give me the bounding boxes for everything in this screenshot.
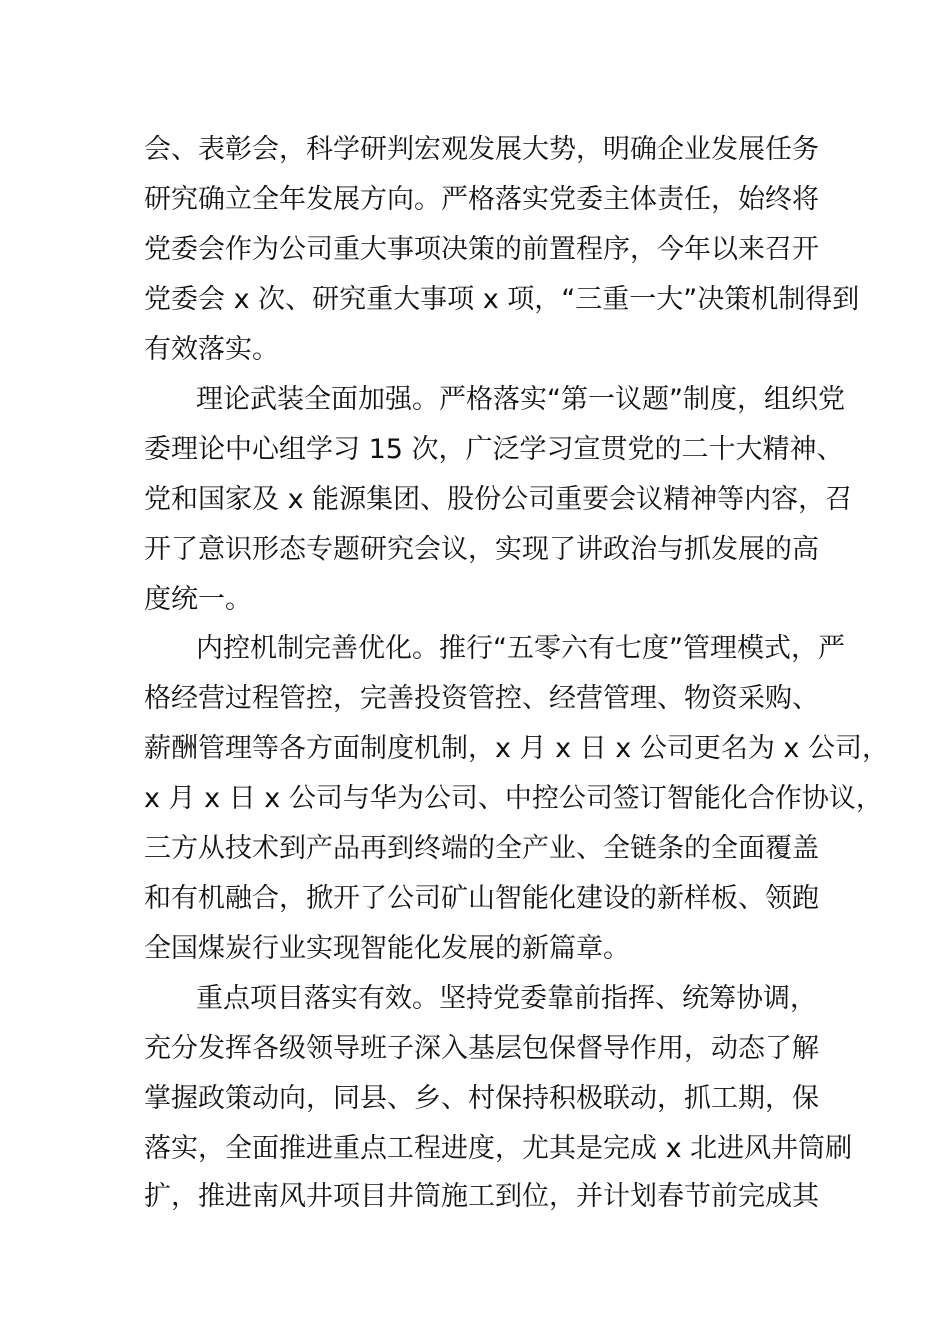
text-line: 党委会 x 次、研究重大事项 x 项，“三重一大”决策机制得到 — [144, 284, 860, 315]
text-line: 党和国家及 x 能源集团、股份公司重要会议精神等内容，召 — [144, 484, 853, 515]
text-line: 开了意识形态专题研究会议，实现了讲政治与抓发展的高 — [144, 534, 819, 565]
text-line: 落实，全面推进重点工程进度，尤其是完成 x 北进风井筒刷 — [144, 1133, 853, 1164]
paragraph-heading: 理论武装全面加强。严格落实“第一议题”制度，组织党 — [196, 384, 845, 415]
text-line: 度统一。 — [144, 584, 252, 615]
text-line: 和有机融合，掀开了公司矿山智能化建设的新样板、领跑 — [144, 883, 819, 914]
text-line: 委理论中心组学习 15 次，广泛学习宣贯党的二十大精神、 — [144, 434, 844, 465]
text-line: 充分发挥各级领导班子深入基层包保督导作用，动态了解 — [144, 1033, 819, 1064]
text-line: 扩，推进南风井项目井筒施工到位，并计划春节前完成其 — [144, 1181, 819, 1212]
text-line: x 月 x 日 x 公司与华为公司、中控公司签订智能化合作协议， — [144, 783, 883, 814]
text-line: 三方从技术到产品再到终端的全产业、全链条的全面覆盖 — [144, 833, 819, 864]
text-line: 格经营过程管控，完善投资管控、经营管理、物资采购、 — [144, 683, 819, 714]
text-line: 会、表彰会，科学研判宏观发展大势，明确企业发展任务 — [144, 134, 819, 165]
text-line: 掌握政策动向，同县、乡、村保持积极联动，抓工期，保 — [144, 1083, 819, 1114]
text-line: 研究确立全年发展方向。严格落实党委主体责任，始终将 — [144, 184, 819, 215]
text-line: 薪酬管理等各方面制度机制，x 月 x 日 x 公司更名为 x 公司， — [144, 733, 889, 764]
text-line: 全国煤炭行业实现智能化发展的新篇章。 — [144, 933, 630, 964]
paragraph-heading: 内控机制完善优化。推行“五零六有七度”管理模式，严 — [196, 633, 845, 664]
paragraph-heading: 重点项目落实有效。坚持党委靠前指挥、统筹协调， — [196, 983, 817, 1014]
text-line: 有效落实。 — [144, 334, 279, 365]
text-line: 党委会作为公司重大事项决策的前置程序，今年以来召开 — [144, 234, 819, 265]
